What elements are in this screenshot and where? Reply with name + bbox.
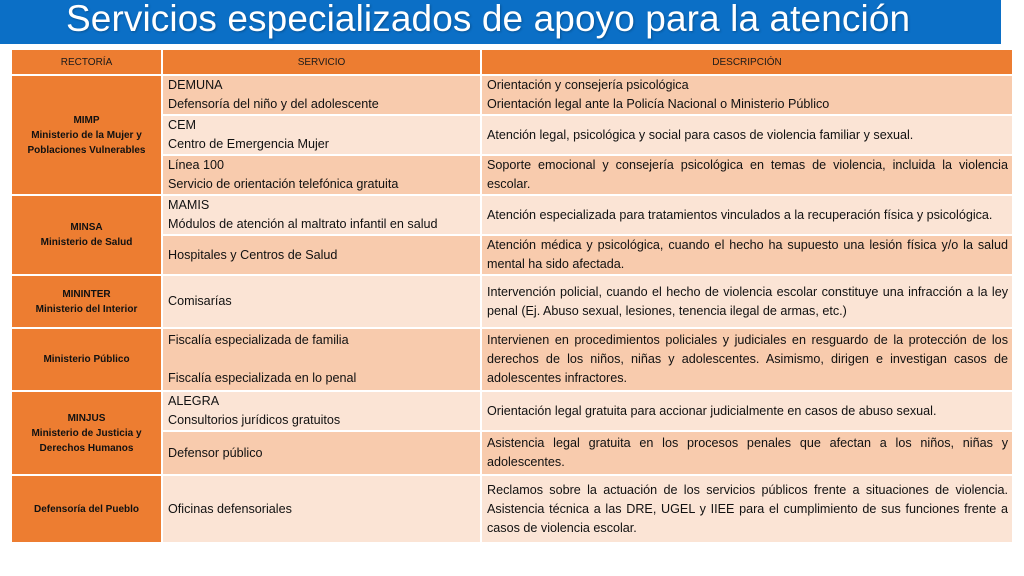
servicio-line: Servicio de orientación telefónica gratuita (168, 177, 399, 191)
rectoria-cell (11, 75, 162, 195)
descripcion-cell (481, 235, 1013, 275)
table-row (11, 195, 1013, 235)
descripcion-text: Orientación legal ante la Policía Nacional o Ministerio Público (487, 97, 830, 111)
header-row (11, 49, 1013, 75)
header-descripcion: DESCRIPCIÓN (481, 49, 1013, 75)
table-row (11, 391, 1013, 431)
rectoria-line: MININTER (62, 288, 111, 300)
servicio-line: ALEGRA (168, 394, 220, 408)
servicio-cell (162, 475, 481, 543)
descripcion-cell (481, 195, 1013, 235)
title-bar (0, 0, 1001, 44)
servicio-line: Defensoría del niño y del adolescente (168, 97, 379, 111)
table-row (11, 275, 1013, 328)
descripcion-text: Asistencia legal gratuita en los procesos penales que afectan a los niños, niñas y adolescentes. (487, 436, 1008, 469)
descripcion-cell (481, 475, 1013, 543)
servicio-line: Línea 100 (168, 158, 225, 172)
servicio-line: DEMUNA (168, 78, 223, 92)
table-row (11, 235, 1013, 275)
table-row (11, 155, 1013, 195)
servicio-line: Defensor público (168, 445, 263, 460)
descripcion-text: Atención médica y psicológica, cuando el hecho ha supuesto una lesión física y/o la salud mental ha sido afectada. (487, 238, 1008, 271)
servicio-line: Hospitales y Centros de Salud (168, 247, 338, 262)
servicio-line: CEM (168, 118, 196, 132)
page-title: Servicios especializados de apoyo para la atención (66, 0, 911, 39)
descripcion-cell (481, 155, 1013, 195)
rectoria-cell (11, 275, 162, 328)
descripcion-text: Intervención policial, cuando el hecho de violencia escolar constituye una infracción a la ley penal (Ej. Abuso sexual, lesiones, tenencia ilegal de armas, etc.) (487, 284, 1008, 318)
servicio-cell (162, 115, 481, 155)
descripcion-cell (481, 115, 1013, 155)
rectoria-cell (11, 195, 162, 275)
rectoria-line: Ministerio de Justicia y (31, 427, 142, 439)
header-servicio: SERVICIO (162, 49, 481, 75)
rectoria-line: MINSA (70, 222, 103, 233)
descripcion-text: Orientación legal gratuita para accionar judicialmente en casos de abuso sexual. (487, 403, 937, 418)
servicio-line: Oficinas defensoriales (168, 501, 292, 516)
servicio-cell (162, 195, 481, 235)
servicio-cell (162, 391, 481, 431)
descripcion-cell (481, 431, 1013, 475)
servicio-line: MAMIS (168, 198, 210, 212)
servicio-cell (162, 235, 481, 275)
rectoria-line: Ministerio del Interior (35, 303, 138, 315)
descripcion-cell (481, 391, 1013, 431)
table-row (11, 75, 1013, 115)
servicio-cell (162, 328, 481, 391)
rectoria-line: MIMP (73, 114, 100, 126)
rectoria-line: Derechos Humanos (39, 442, 134, 454)
servicio-cell (162, 275, 481, 328)
descripcion-text: Intervienen en procedimientos policiales y judiciales en resguardo de la protección de los derechos de los niños, niñas y adolescentes. Asimismo, dirigen e investigan casos de adolescentes infractores. (487, 333, 1008, 385)
servicio-cell (162, 431, 481, 475)
servicio-line: Fiscalía especializada en lo penal (168, 371, 357, 385)
rectoria-line: Ministerio de Salud (40, 237, 133, 248)
rectoria-cell (11, 328, 162, 391)
table-row (11, 115, 1013, 155)
descripcion-cell (481, 75, 1013, 115)
table-row (11, 328, 1013, 391)
descripcion-text: Soporte emocional y consejería psicológica en temas de violencia, incluida la violencia escolar. (487, 158, 1008, 191)
servicio-line: Comisarías (168, 294, 232, 308)
descripcion-cell (481, 328, 1013, 391)
rectoria-cell (11, 475, 162, 543)
rectoria-line: MINJUS (67, 412, 106, 424)
descripcion-text: Atención especializada para tratamientos vinculados a la recuperación física y psicológica. (487, 207, 993, 222)
descripcion-cell (481, 275, 1013, 328)
servicio-line: Fiscalía especializada de familia (168, 333, 349, 347)
servicio-line: Módulos de atención al maltrato infantil en salud (168, 217, 438, 231)
servicio-line (168, 350, 476, 369)
services-table (10, 48, 1014, 544)
rectoria-line: Ministerio Público (43, 354, 130, 365)
servicio-cell (162, 75, 481, 115)
servicio-cell (162, 155, 481, 195)
rectoria-line: Poblaciones Vulnerables (27, 144, 146, 156)
servicio-line: Consultorios jurídicos gratuitos (168, 413, 341, 427)
descripcion-text: Orientación y consejería psicológica (487, 78, 689, 92)
descripcion-text: Reclamos sobre la actuación de los servicios públicos frente a situaciones de violencia. Asistencia técnica a las DRE, UGEL y IIEE para el cumplimiento de sus funciones frente a casos de violencia escolar. (487, 482, 1008, 535)
rectoria-line: Defensoría del Pueblo (33, 503, 140, 515)
descripcion-text: Atención legal, psicológica y social para casos de violencia familiar y sexual. (487, 127, 914, 142)
table-body (11, 75, 1013, 543)
table-row (11, 475, 1013, 543)
header-rectoria: RECTORÍA (11, 49, 162, 75)
rectoria-line: Ministerio de la Mujer y (31, 129, 142, 141)
servicio-line: Centro de Emergencia Mujer (168, 137, 329, 151)
rectoria-cell (11, 391, 162, 475)
table-row (11, 431, 1013, 475)
